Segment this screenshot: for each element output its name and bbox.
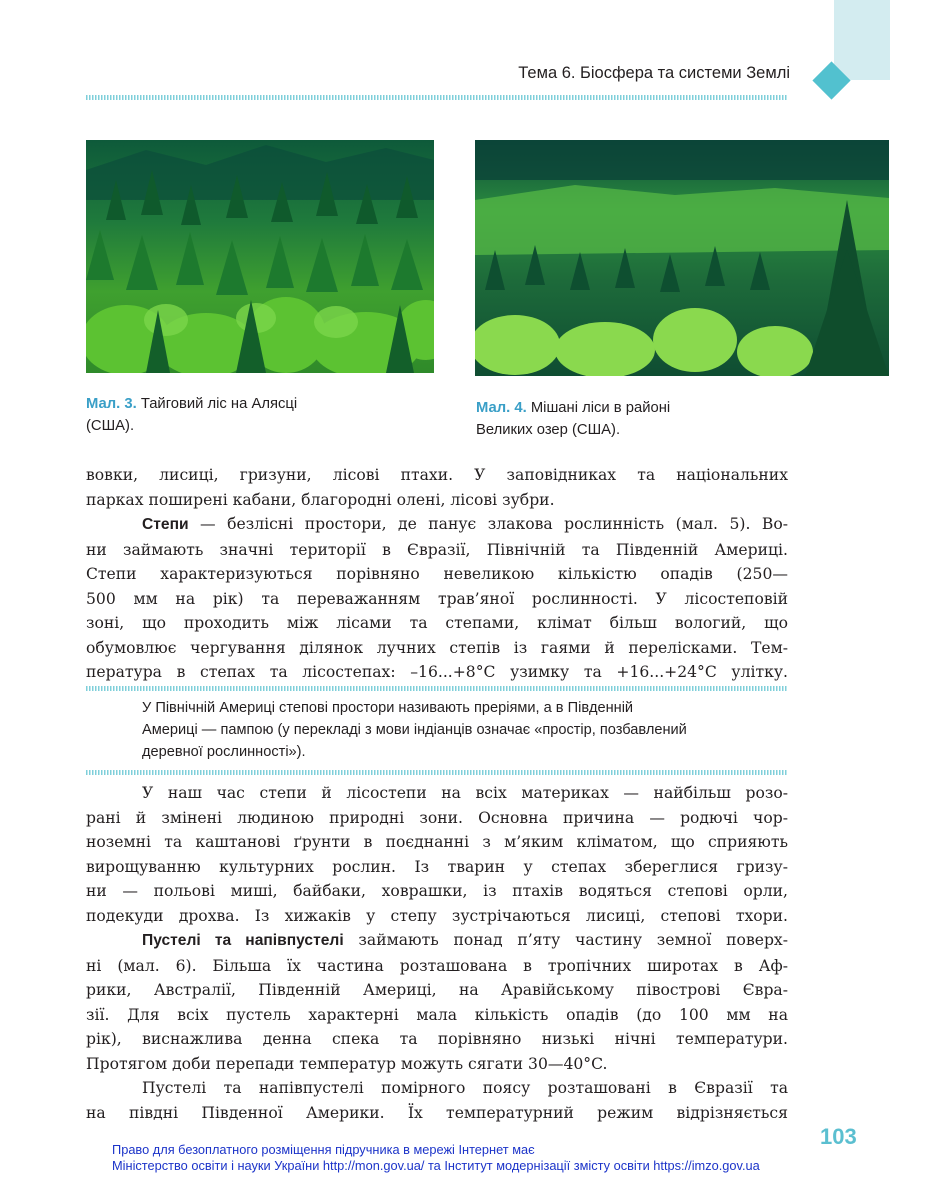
note-line: Америці — пампою (у перекладі з мови індіанців означає «простір, позбавлений: [142, 722, 687, 738]
text-line: 500 мм на рік) та переважанням трав’яної рослинності. У лісостеповій: [86, 589, 788, 608]
paragraph-group-1: [86, 463, 788, 685]
note-top-rule: [86, 686, 788, 691]
figure-4-label: Мал. 4.: [476, 400, 527, 416]
text-line: Пустелі та напівпустелі займають понад п’яту частину земної поверх-: [142, 931, 788, 949]
page-number: 103: [820, 1124, 857, 1149]
caption-line: [86, 393, 297, 415]
term-steppes: Степи: [142, 516, 189, 533]
text-line: вирощуванню культурних рослин. Із тварин у степах збереглися гризу-: [86, 857, 788, 876]
page-header-title: Тема 6. Біосфера та системи Землі: [518, 64, 790, 82]
text-line: ні (мал. 6). Більша їх частина розташована в тропічних широтах в Аф-: [86, 956, 788, 975]
figure-4-caption: [476, 397, 670, 441]
figure-3-caption: [86, 393, 297, 437]
note-line: У Північній Америці степові простори називають преріями, а в Південній: [142, 700, 634, 716]
figure-4-photo: [475, 140, 889, 376]
term-deserts: Пустелі та напівпустелі: [142, 932, 344, 949]
info-note: [142, 697, 788, 763]
text-line: парках поширені кабани, благородні олені, лісові зубри.: [86, 490, 555, 509]
caption-text: Тайговий ліс на Алясці: [140, 396, 298, 412]
text-line: Степи характеризуються порівняно невеликою кількістю опадів (250—: [86, 565, 788, 583]
text-line: зоні, що проходить між лісами та степами, клімат більш вологий, що: [86, 614, 788, 632]
figure-3-label: Мал. 3.: [86, 396, 137, 412]
footer-line: Право для безоплатного розміщення підручника в мережі Інтернет має: [112, 1142, 535, 1157]
caption-text: Мішані ліси в районі: [530, 400, 671, 416]
corner-tab: [834, 0, 890, 80]
text-line: зії. Для всіх пустель характерні мала кількість опадів (до 100 мм на: [86, 1005, 788, 1024]
text-line: У наш час степи й лісостепи на всіх материках — найбільш розо-: [142, 784, 788, 802]
note-line: деревної рослинності»).: [142, 744, 306, 760]
text-line: рік), виснажлива денна спека та порівняно низькі нічні температури.: [86, 1030, 788, 1048]
caption-line: [476, 397, 670, 419]
footer-notice: [112, 1142, 760, 1174]
text-line: вовки, лисиці, гризуни, лісові птахи. У заповідниках та національних: [86, 466, 788, 484]
note-bottom-rule: [86, 770, 788, 775]
text-line: ни займають значні території в Євразії, Північній та Південній Америці.: [86, 540, 788, 559]
caption-line: (США).: [86, 418, 135, 434]
paragraph-group-2: [86, 781, 788, 1125]
caption-line: Великих озер (США).: [476, 422, 621, 438]
text-line: пература в степах та лісостепах: –16...+8°C узимку та +16...+24°C улітку.: [86, 663, 788, 681]
footer-line: Міністерство освіти і науки України http://mon.gov.ua/ та Інститут модернізації змісту освіти https://imzo.gov.ua: [112, 1158, 760, 1173]
text-line: подекуди дрохва. Із хижаків у степу зустрічаються лисиці, степові тхори.: [86, 906, 788, 925]
text-line: Пустелі та напівпустелі помірного поясу розташовані в Євразії та: [142, 1079, 788, 1097]
text-line: ноземні та каштанові ґрунти в поєднанні з м’яким кліматом, що сприяють: [86, 833, 788, 851]
text-line: рані й змінені людиною природні зони. Основна причина — родючі чор-: [86, 808, 788, 827]
text-line: на півдні Південної Америки. Їх температурний режим відрізняється: [86, 1103, 788, 1122]
text-line: Протягом доби перепади температур можуть сягати 30—40°C.: [86, 1054, 608, 1073]
header-dotted-rule: [86, 95, 788, 100]
text-line: рики, Австралії, Південній Америці, на Аравійському півострові Євра-: [86, 981, 788, 999]
text-line: ни — польові миші, байбаки, ховрашки, із птахів водяться степові орли,: [86, 882, 788, 900]
text-line: Степи — безлісні простори, де панує злакова рослинність (мал. 5). Во-: [142, 515, 788, 533]
text-line: обумовлює чергування ділянок лучних степів із гаями й перелісками. Тем-: [86, 638, 788, 657]
figure-3-photo: [86, 140, 434, 373]
